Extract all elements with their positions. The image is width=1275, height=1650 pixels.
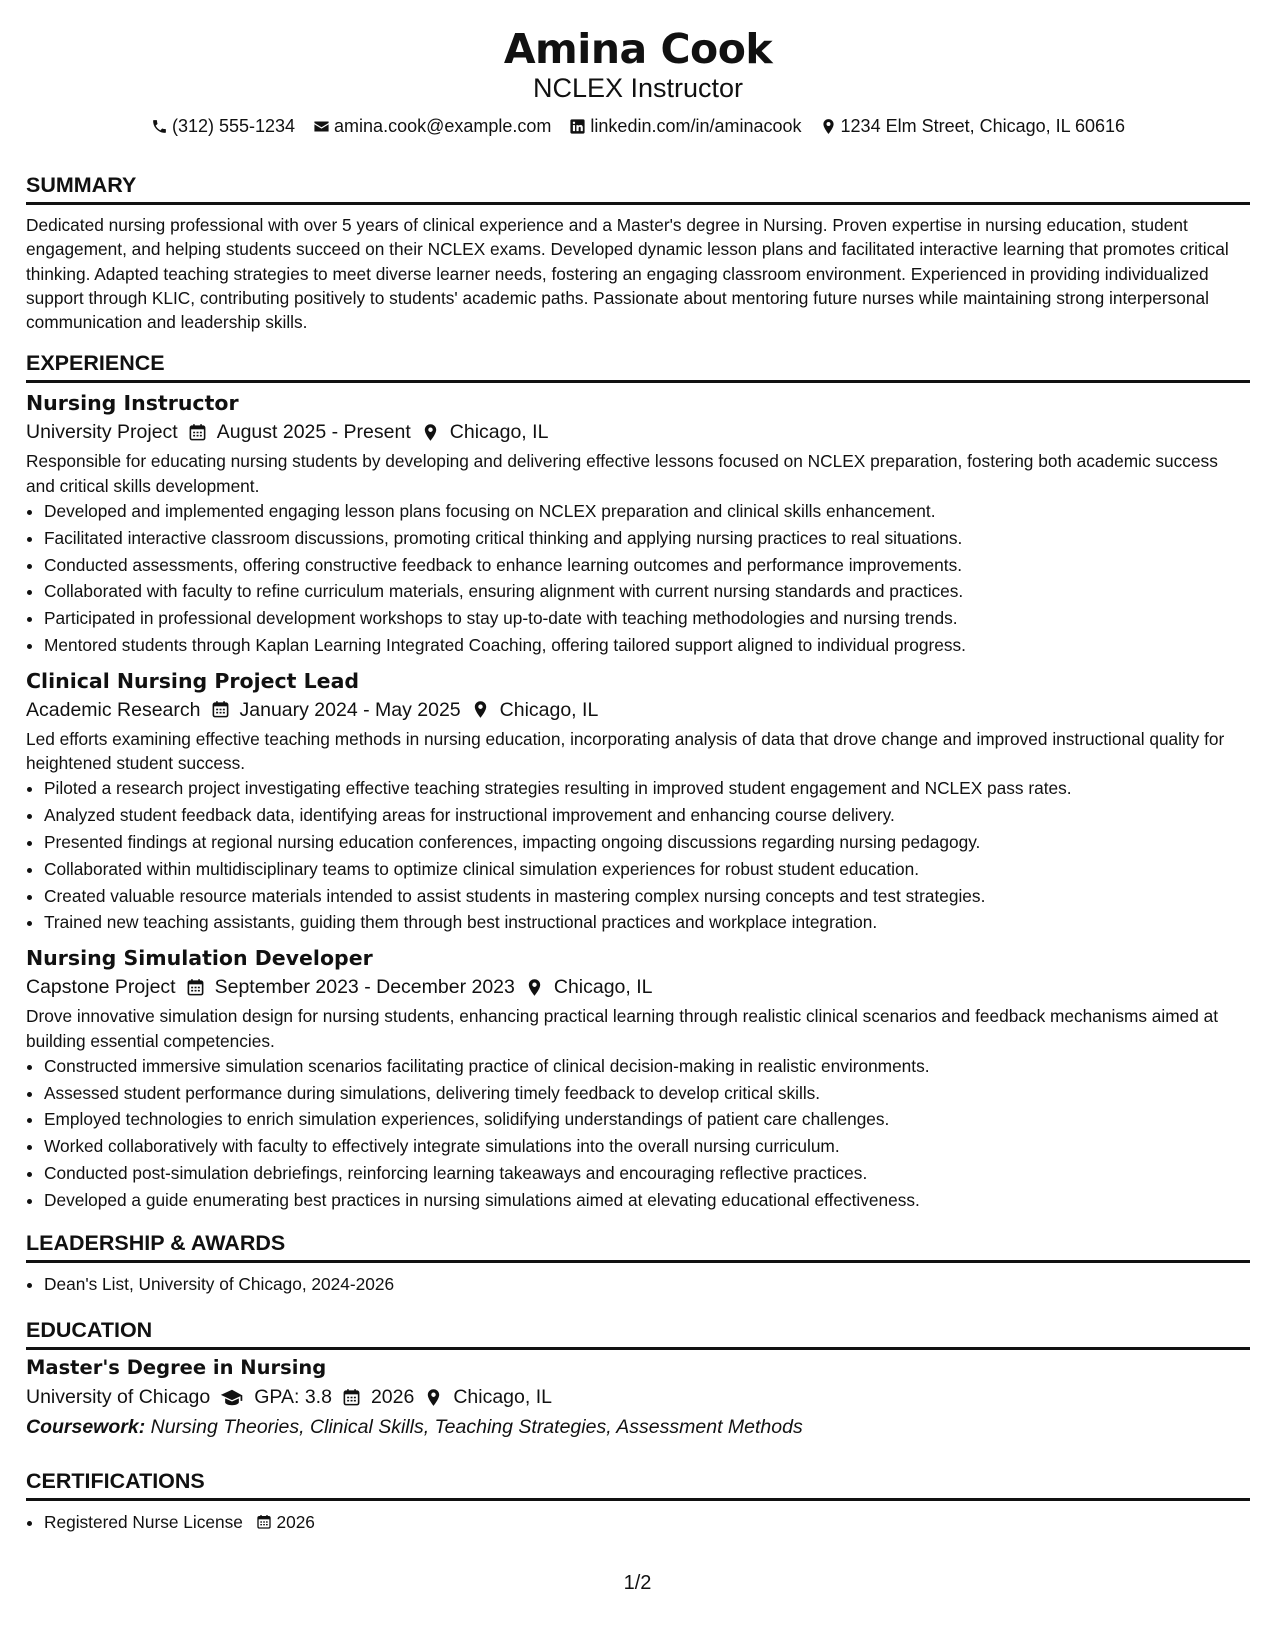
coursework-line bbox=[26, 1412, 1250, 1442]
contact-phone[interactable] bbox=[151, 114, 295, 138]
job-org: Academic Research bbox=[26, 698, 201, 721]
job-description: Led efforts examining effective teaching methods in nursing education, incorporating analysis of data that drove change and improved instructional quality for heightened student success. bbox=[26, 728, 1225, 774]
list-item: • Participated in professional development workshops to stay up-to-date with teaching methodologies and nursing trends. bbox=[44, 605, 1250, 632]
list-item: • Collaborated within multidisciplinary teams to optimize clinical simulation experiences for robust student education. bbox=[44, 856, 1250, 883]
candidate-role: NCLEX Instructor bbox=[532, 73, 744, 103]
job-meta bbox=[26, 695, 1250, 725]
certification-list bbox=[26, 1509, 1250, 1536]
linkedin-icon bbox=[569, 118, 586, 135]
list-item: • Presented findings at regional nursing education conferences, impacting ongoing discussions regarding nursing pedagogy. bbox=[44, 829, 1250, 856]
list-item: • Collaborated with faculty to refine curriculum materials, ensuring alignment with current nursing standards and practices. bbox=[44, 578, 1250, 605]
job-title: Nursing Simulation Developer bbox=[26, 946, 373, 971]
map-pin-icon bbox=[421, 423, 440, 442]
job-meta bbox=[26, 417, 1250, 447]
calendar-icon bbox=[342, 1388, 361, 1407]
job-dates: September 2023 - December 2023 bbox=[214, 976, 515, 999]
job-org: Capstone Project bbox=[26, 976, 176, 999]
phone-icon bbox=[151, 118, 168, 135]
coursework-label: Coursework: bbox=[26, 1416, 146, 1439]
calendar-icon bbox=[186, 978, 205, 997]
section-title-leadership: LEADERSHIP & AWARDS bbox=[26, 1230, 286, 1255]
section-title-education: EDUCATION bbox=[26, 1318, 153, 1343]
contact-address-text: 1234 Elm Street, Chicago, IL 60616 bbox=[840, 116, 1126, 136]
section-divider bbox=[26, 202, 1250, 205]
envelope-icon bbox=[313, 118, 330, 135]
school-name: University of Chicago bbox=[26, 1386, 211, 1409]
certification-name: Registered Nurse License bbox=[44, 1512, 243, 1533]
list-item: • Worked collaboratively with faculty to effectively integrate simulations into the overall nursing curriculum. bbox=[44, 1133, 1250, 1160]
job-location: Chicago, IL bbox=[499, 698, 599, 721]
list-item: • Facilitated interactive classroom discussions, promoting critical thinking and applying nursing practices to real situations. bbox=[44, 525, 1250, 552]
contact-address bbox=[820, 114, 1126, 138]
list-item: • Trained new teaching assistants, guiding them through best instructional practices and workplace integration. bbox=[44, 909, 1250, 936]
job-meta bbox=[26, 972, 1250, 1002]
education-section bbox=[26, 1317, 1250, 1442]
job-dates: August 2025 - Present bbox=[216, 421, 411, 444]
section-divider bbox=[26, 1347, 1250, 1350]
section-title-summary: SUMMARY bbox=[26, 173, 137, 197]
contact-phone-text: (312) 555-1234 bbox=[171, 116, 296, 136]
section-divider bbox=[26, 1260, 1250, 1263]
certification-year: 2026 bbox=[276, 1512, 315, 1533]
contact-line bbox=[26, 114, 1250, 138]
list-item bbox=[44, 1509, 1250, 1536]
list-item: • Developed and implemented engaging lesson plans focusing on NCLEX preparation and clinical skills enhancement. bbox=[44, 498, 1250, 525]
list-item: • Dean's List, University of Chicago, 2024-2026 bbox=[44, 1271, 1250, 1298]
certifications-section bbox=[26, 1468, 1250, 1536]
contact-linkedin[interactable] bbox=[569, 114, 801, 138]
experience-section bbox=[26, 350, 1250, 1213]
list-item: • Conducted assessments, offering constructive feedback to enhance learning outcomes and performance improvements. bbox=[44, 552, 1250, 579]
section-title-experience: EXPERIENCE bbox=[26, 351, 165, 376]
list-item: • Mentored students through Kaplan Learning Integrated Coaching, offering tailored support aligned to individual progress. bbox=[44, 632, 1250, 659]
list-item: • Employed technologies to enrich simulation experiences, solidifying understandings of patient care challenges. bbox=[44, 1106, 1250, 1133]
leadership-list bbox=[26, 1271, 1250, 1298]
graduation-cap-icon bbox=[220, 1388, 244, 1407]
calendar-icon bbox=[188, 423, 207, 442]
job-bullets bbox=[26, 1053, 1250, 1214]
job-bullets bbox=[26, 498, 1250, 659]
coursework-list: Nursing Theories, Clinical Skills, Teaching Strategies, Assessment Methods bbox=[150, 1416, 803, 1439]
section-title-certifications: CERTIFICATIONS bbox=[26, 1469, 205, 1494]
resume-page bbox=[26, 0, 1250, 1536]
job-title: Clinical Nursing Project Lead bbox=[26, 668, 360, 693]
education-meta bbox=[26, 1382, 1250, 1412]
job-description: Drove innovative simulation design for nursing students, enhancing practical learning through realistic clinical scenarios and feedback mechanisms aimed at building essential competencies. bbox=[26, 1006, 1219, 1051]
job-title: Nursing Instructor bbox=[26, 391, 239, 416]
job-org: University Project bbox=[26, 421, 178, 444]
job-bullets bbox=[26, 775, 1250, 936]
contact-email-text: amina.cook@example.com bbox=[334, 116, 552, 136]
graduation-year: 2026 bbox=[370, 1386, 415, 1409]
list-item: • Developed a guide enumerating best practices in nursing simulations aimed at elevating educational effectiveness. bbox=[44, 1187, 1250, 1214]
list-item: • Analyzed student feedback data, identifying areas for instructional improvement and enhancing course delivery. bbox=[44, 802, 1250, 829]
list-item: • Piloted a research project investigating effective teaching strategies resulting in improved student engagement and NCLEX pass rates. bbox=[44, 775, 1250, 802]
job-location: Chicago, IL bbox=[449, 421, 549, 444]
map-pin-icon bbox=[525, 978, 544, 997]
map-pin-icon bbox=[471, 700, 490, 719]
page-number: 1/2 bbox=[623, 1572, 652, 1594]
job-entry bbox=[26, 667, 1250, 936]
degree-title: Master's Degree in Nursing bbox=[26, 1356, 327, 1380]
calendar-icon bbox=[256, 1514, 272, 1530]
resume-header bbox=[26, 24, 1250, 138]
map-pin-icon bbox=[424, 1388, 443, 1407]
calendar-icon bbox=[211, 700, 230, 719]
list-item: • Conducted post-simulation debriefings, reinforcing learning takeaways and encouraging reflective practices. bbox=[44, 1160, 1250, 1187]
job-entry bbox=[26, 389, 1250, 658]
job-description: Responsible for educating nursing students by developing and delivering effective lessons focused on NCLEX preparation, fostering both academic success and critical skills development. bbox=[26, 451, 1218, 496]
candidate-name: Amina Cook bbox=[503, 25, 773, 73]
gpa-value: GPA: 3.8 bbox=[254, 1386, 332, 1409]
list-item: • Constructed immersive simulation scenarios facilitating practice of clinical decision-making in realistic environments. bbox=[44, 1053, 1250, 1080]
school-location: Chicago, IL bbox=[453, 1386, 552, 1409]
list-item: • Created valuable resource materials intended to assist students in mastering complex nursing concepts and test strategies. bbox=[44, 883, 1250, 910]
job-dates: January 2024 - May 2025 bbox=[239, 698, 461, 721]
map-pin-icon bbox=[820, 118, 837, 135]
contact-linkedin-text: linkedin.com/in/aminacook bbox=[590, 116, 802, 136]
summary-text: Dedicated nursing professional with over 5 years of clinical experience and a Master's degree in Nursing. Proven expertise in nursing education, student engagement, and helping students succeed on their NCLEX exams. Developed dynamic lesson plans and facilitated interactive learning that promotes critical thinking. Adapted teaching strategies to meet diverse learner needs, fostering an engaging classroom environment. Experienced in providing individualized support through KLIC, contributing positively to students' academic paths. Passionate about mentoring future nurses while maintaining strong interpersonal communication and leadership skills. bbox=[26, 215, 1229, 333]
summary-section bbox=[26, 172, 1250, 334]
section-divider bbox=[26, 380, 1250, 383]
job-entry bbox=[26, 944, 1250, 1213]
section-divider bbox=[26, 1498, 1250, 1501]
leadership-section bbox=[26, 1230, 1250, 1298]
list-item: • Assessed student performance during simulations, delivering timely feedback to develop critical skills. bbox=[44, 1080, 1250, 1107]
contact-email[interactable] bbox=[313, 114, 551, 138]
job-location: Chicago, IL bbox=[553, 976, 653, 999]
